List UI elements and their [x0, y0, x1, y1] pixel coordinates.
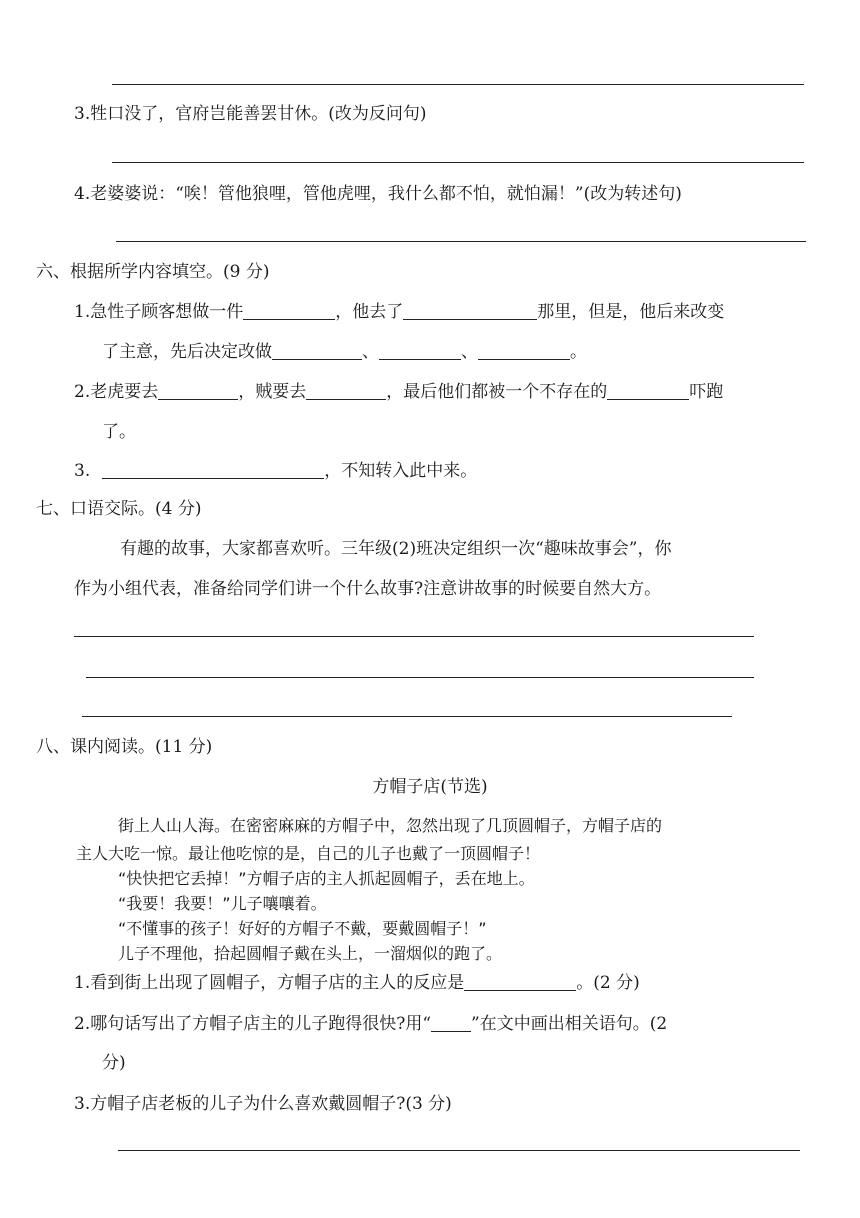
- question-text: 2.哪句话写出了方帽子店主的儿子跑得很快?用“: [74, 1014, 432, 1034]
- section-heading: 六、根据所学内容填空。(9 分): [36, 262, 270, 282]
- question-text: 吓跑: [689, 382, 724, 402]
- blank-field[interactable]: [158, 381, 238, 400]
- blank-field[interactable]: [464, 972, 576, 991]
- fill-blank-question: [74, 1013, 667, 1035]
- fill-blank-question: [74, 381, 723, 403]
- question-text: 那里，但是，他后来改变: [537, 302, 725, 322]
- fill-blank-question: [102, 341, 587, 363]
- question-text: 。(2 分): [576, 973, 640, 993]
- question-text: 分): [102, 1053, 126, 1073]
- blank-field[interactable]: [379, 341, 461, 360]
- fill-blank-question: [74, 301, 724, 323]
- answer-line[interactable]: [112, 84, 804, 85]
- passage-line: 儿子不理他，拾起圆帽子戴在头上，一溜烟似的跑了。: [118, 944, 503, 963]
- answer-line[interactable]: [116, 241, 806, 242]
- question-text: 3.: [74, 461, 91, 481]
- question-text: ，贼要去: [238, 382, 307, 402]
- section-heading: 七、口语交际。(4 分): [36, 499, 202, 519]
- question-text: ，不知转入此中来。: [324, 461, 478, 481]
- question-text: 4.老婆婆说：“唉！管他狼哩，管他虎哩，我什么都不怕，就怕漏！”(改为转述句): [74, 184, 682, 204]
- question-text: 1.看到街上出现了圆帽子，方帽子店的主人的反应是: [74, 973, 465, 993]
- passage-line: 主人大吃一惊。最让他吃惊的是，自己的儿子也戴了一顶圆帽子！: [76, 844, 541, 863]
- blank-field[interactable]: [403, 301, 537, 320]
- question-text: ，最后他们都被一个不存在的: [386, 382, 608, 402]
- passage-line: “不懂事的孩子！好好的方帽子不戴，要戴圆帽子！”: [118, 919, 487, 938]
- question-text: 了。: [102, 422, 136, 442]
- question-text: 了主意，先后决定改做: [102, 342, 272, 362]
- answer-line[interactable]: [118, 1150, 800, 1151]
- fill-blank-question: [74, 972, 640, 994]
- paragraph-text: 作为小组代表，准备给同学们讲一个什么故事?注意讲故事的时候要自然大方。: [74, 579, 662, 599]
- section-heading: 八、课内阅读。(11 分): [36, 737, 213, 757]
- blank-field[interactable]: [478, 341, 570, 360]
- passage-line: “快快把它丢掉！”方帽子店的主人抓起圆帽子，丢在地上。: [118, 869, 535, 888]
- answer-line[interactable]: [74, 636, 754, 637]
- fill-blank-question: [74, 460, 477, 482]
- blank-field[interactable]: [306, 381, 386, 400]
- blank-field[interactable]: [607, 381, 689, 400]
- underline-sample: [431, 1013, 471, 1032]
- answer-line[interactable]: [112, 162, 804, 163]
- passage-line: “我要！我要！”儿子嚷嚷着。: [118, 894, 327, 913]
- separator: 、: [461, 342, 478, 362]
- question-text: ”在文中画出相关语句。(2: [471, 1014, 668, 1034]
- question-text: 2.老虎要去: [74, 382, 159, 402]
- passage-line: 街上人山人海。在密密麻麻的方帽子中，忽然出现了几顶圆帽子，方帽子店的: [118, 816, 663, 835]
- question-text: 。: [570, 342, 587, 362]
- blank-field[interactable]: [272, 341, 362, 360]
- blank-field[interactable]: [243, 301, 335, 320]
- question-text: 3.方帽子店老板的儿子为什么喜欢戴圆帽子?(3 分): [74, 1094, 452, 1114]
- answer-line[interactable]: [86, 677, 754, 678]
- question-text: ，他去了: [335, 302, 404, 322]
- question-text: 3.牲口没了，官府岂能善罢甘休。(改为反问句): [74, 104, 427, 124]
- answer-line[interactable]: [82, 716, 732, 717]
- separator: 、: [362, 342, 379, 362]
- blank-field[interactable]: [102, 460, 324, 479]
- passage-title: 方帽子店(节选): [372, 777, 488, 797]
- paragraph-text: 有趣的故事，大家都喜欢听。三年级(2)班决定组织一次“趣味故事会”，你: [120, 539, 672, 559]
- question-text: 1.急性子顾客想做一件: [74, 302, 244, 322]
